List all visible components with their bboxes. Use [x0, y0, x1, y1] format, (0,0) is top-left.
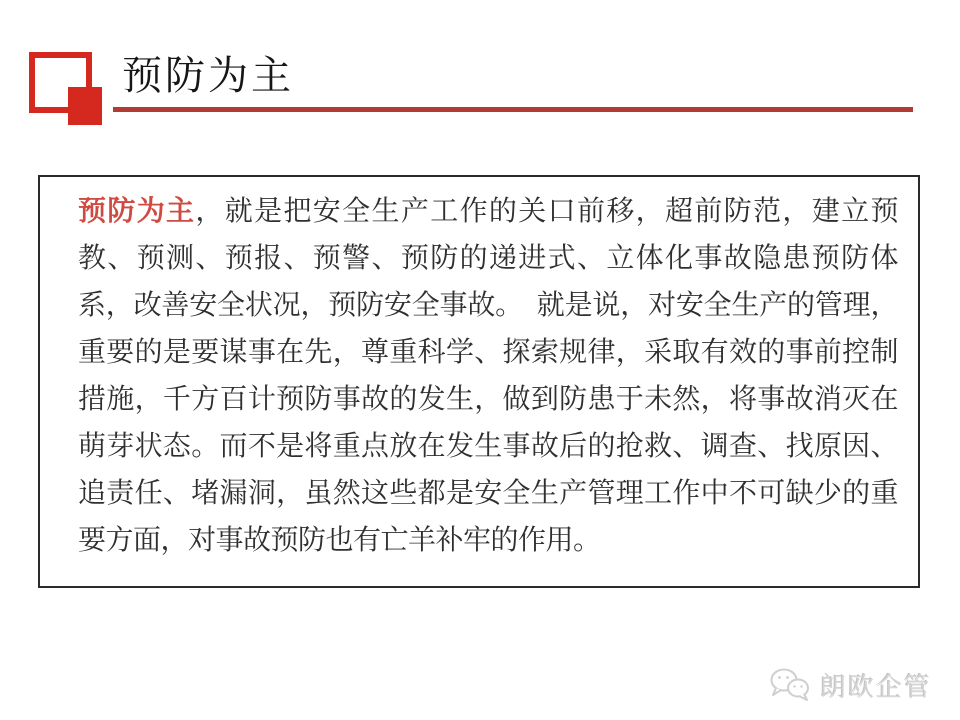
title-underline-rule: [113, 107, 913, 112]
body-textbox: [38, 175, 920, 588]
watermark: [768, 666, 932, 704]
body-paragraph: [40, 177, 918, 563]
body-text: ，就是把安全生产工作的关口前移，超前防范，建立预教、预测、预报、预警、预防的递进式、立体化事故隐患预防体系，改善安全状况，预防安全事故。 就是说，对安全生产的管理，重要的是要谋事在先，尊重科学、探索规律，采取有效的事前控制措施，千方百计预防事故的发生，做到防患于未然，将事故消灭在萌芽状态。而不是将重点放在发生事故后的抢救、调查、找原因、追责任、堵漏洞，虽然这些都是安全生产管理工作中不可缺少的重要方面，对事故预防也有亡羊补牢的作用。: [78, 195, 898, 555]
watermark-label: 朗欧企管: [819, 671, 932, 702]
lead-term: 预防为主: [78, 195, 196, 226]
logo-square-fill-icon: [68, 87, 102, 125]
slide-title: 预防为主: [122, 54, 294, 98]
wechat-icon: [768, 666, 812, 704]
